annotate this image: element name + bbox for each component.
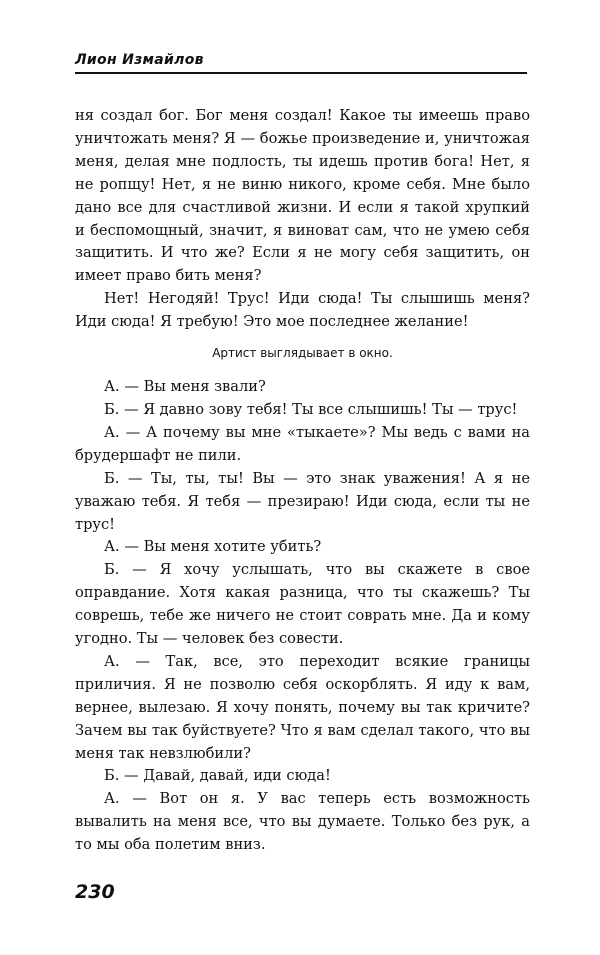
paragraph-outburst: Нет! Негодяй! Трус! Иди сюда! Ты слышишь меня? Иди сюда! Я требую! Это мое последнее желание! [75, 290, 530, 331]
dialogue-line: Б. — Я хочу услышать, что вы скажете в свое оправдание. Хотя какая разница, что ты скажешь? Ты соврешь, тебе же ничего не стоит соврать мне. Да и кому угодно. Ты — человек без совести. [75, 561, 530, 648]
stage-direction: Артист выглядывает в окно. [212, 346, 393, 361]
dialogue-line: Б. — Ты, ты, ты! Вы — это знак уважения! А я не уважаю тебя. Я тебя — презираю! Иди сюда, если ты не трус! [75, 469, 530, 533]
paragraph-continuation: ня создал бог. Бог меня создал! Какое ты имеешь право уничтожать меня? Я — божье произведение и, уничтожая меня, делая мне подлость, ты идешь против бога! Нет, я не ропщу! Нет, я не виню никого, кроме себя. Мне было дано все для счастливой жизни. И если я такой хрупкий и беспомощный, значит, я виноват сам, что не умею себя защитить. И что же? Если я не могу себя защитить, он имеет право бить меня? [75, 107, 530, 285]
dialogue-line: А. — Так, все, это переходит всякие границы приличия. Я не позволю себя оскорблять. Я иду к вам, вернее, вылезаю. Я хочу понять, почему вы так кричите? Зачем вы так буйствуете? Что я вам сделал такого, что вы меня так невзлюбили? [75, 652, 530, 762]
page-body [75, 105, 530, 857]
dialogue-line: А. — А почему вы мне «тыкаете»? Мы ведь с вами на брудершафт не пили. [75, 423, 530, 464]
dialogue-line: А. — Вы меня хотите убить? [104, 538, 322, 556]
dialogue-line: Б. — Я давно зову тебя! Ты все слышишь! Ты — трус! [104, 400, 518, 418]
page-number: 230 [75, 881, 115, 903]
dialogue-line: А. — Вы меня звали? [104, 378, 266, 396]
dialogue-line: Б. — Давай, давай, иди сюда! [104, 767, 331, 785]
running-header-author: Лион Измайлов [75, 52, 204, 68]
running-header [75, 50, 527, 74]
dialogue-line: А. — Вот он я. У вас теперь есть возможность вывалить на меня все, что вы думаете. Только без рук, а то мы оба полетим вниз. [75, 790, 530, 854]
